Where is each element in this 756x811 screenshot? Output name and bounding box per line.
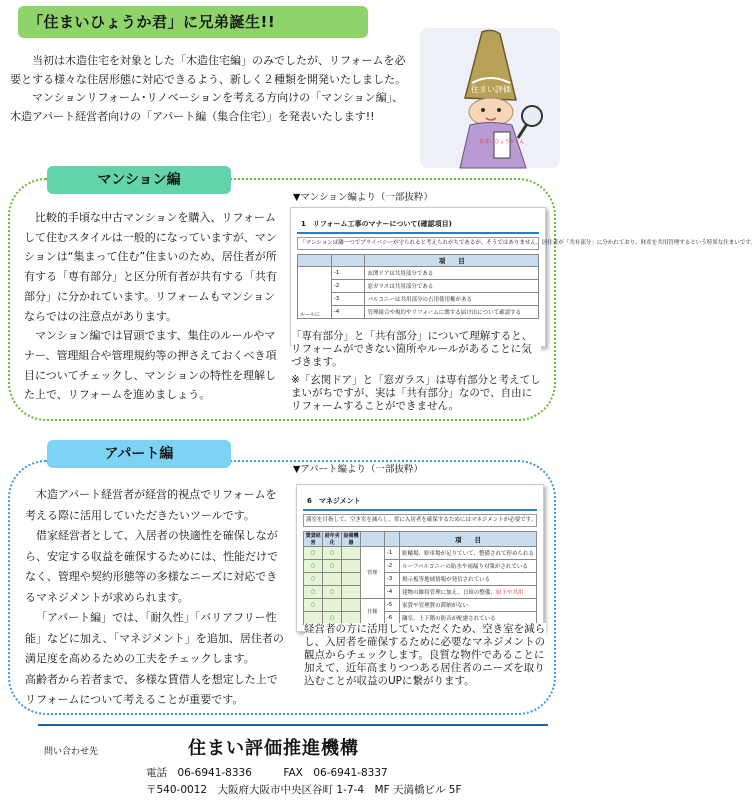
apart-paragraph: 借家経営者として、入居者の快適性を確保しながら、安定する収益を確保するためには、性能だけでなく、管理や契約形態等の多様なニーズに対応できるマネジメントが求められます。 <box>25 529 278 604</box>
apart-thumb-title: 6 マネジメント <box>303 493 537 511</box>
table-row <box>304 586 537 599</box>
row-number: -3 <box>384 573 399 586</box>
check-cell <box>342 547 361 560</box>
mansion-thumb-title: 1 リフォーム工事のマナーについて(確認項目) <box>297 216 539 234</box>
apart-document-thumbnail <box>296 484 544 632</box>
check-cell <box>342 573 361 586</box>
table-row <box>298 267 539 280</box>
check-cell: ○ <box>304 599 323 612</box>
check-cell <box>323 599 342 612</box>
table-header: 項 目 <box>400 532 537 547</box>
table-header: 経年劣化 <box>323 532 342 547</box>
row-number: -3 <box>331 293 365 306</box>
row-text: 玄関ドアは共用部分である <box>365 267 539 280</box>
footer-phone: 電話 06-6941-8336 FAX 06-6941-8337 <box>146 767 388 779</box>
check-cell: ○ <box>304 547 323 560</box>
apart-paragraph: 「アパート編」では、「耐久性」「バリアフリー性能」などに加え、「マネジメント」を追加、居住者の満足度を高めるための工夫をチェックします。 <box>25 611 284 665</box>
mascot-badge-text: 住まいひょうかくん <box>479 139 525 145</box>
check-cell: ○ <box>304 560 323 573</box>
apart-thumb-table <box>303 531 537 625</box>
row-text: 駐輪場、駐車場が足りていて、整備されて停められる <box>400 547 537 560</box>
check-cell <box>342 586 361 599</box>
check-cell: ○ <box>304 586 323 599</box>
row-text: バルコニーは共用部分の占用使用権がある <box>365 293 539 306</box>
table-header: 項 目 <box>365 255 539 267</box>
check-cell: ○ <box>323 586 342 599</box>
row-number: -2 <box>384 560 399 573</box>
row-number: -2 <box>331 280 365 293</box>
apart-thumb-note: 満室を目指して、空き室を減らし、常に入居者を確保するためにはマネジメントが必要です。 <box>303 514 537 527</box>
row-text: 隣室、上下階の防音が配慮されている <box>400 612 537 625</box>
check-cell: ○ <box>323 612 342 625</box>
group-label: 仕様 <box>360 599 384 625</box>
footer-organization: 住まい評価推進機構 <box>188 738 359 759</box>
mascot-icon <box>420 28 560 168</box>
row-text-highlight: 厨下や共用 <box>495 590 524 596</box>
intro-paragraph: 当初は木造住宅を対象とした「木造住宅編」のみでしたが、リフォームを必要とする様々な住居形態に対応できるよう、新しく２種類を開発いたしました。 <box>10 54 406 86</box>
check-cell: ○ <box>323 560 342 573</box>
mansion-thumb-note: 「マンションは隣一つでプライバシーが守られると考えられがちであるが、そうではありません。居住者が「共有部分」に分かれており、財産を共用管理するという特異な住まいです。 <box>297 237 539 250</box>
row-number: -6 <box>384 612 399 625</box>
table-row <box>298 280 539 293</box>
apart-excerpt-caption: ▼アパート編より（一部抜粋） <box>293 464 424 475</box>
table-row <box>304 547 537 560</box>
check-cell <box>323 573 342 586</box>
row-text: ルーフバルコニーの防水や雨漏り対策がされている <box>400 560 537 573</box>
group-label: 管理 <box>360 547 384 599</box>
mascot-illustration <box>420 28 560 168</box>
table-header: 設備機器 <box>343 533 359 546</box>
mansion-document-thumbnail <box>290 207 756 347</box>
table-header: 賃貸経営 <box>304 532 323 547</box>
apart-body <box>25 485 287 711</box>
intro-text <box>10 52 410 126</box>
mansion-paragraph: マンション編では冒頭でます、集住のルールやマナー、管理組合や管理規約等の押さえておくべき項目についてチェックし、マンションの特性を理解した上で、リフォームを進めましょう。 <box>24 329 277 402</box>
apart-paragraph: 高齢者から若者まで、多様な賃借人を想定した上でリフォームについて考えることが重要です。 <box>25 672 278 706</box>
table-row <box>298 293 539 306</box>
mansion-section-label: マンション編 <box>47 166 231 194</box>
footer-address: 〒540-0012 大阪府大阪市中央区谷町 1-7-4 MF 天満橋ビル 5F <box>146 784 462 796</box>
apart-caption: 経営者の方に活用していただくため、空き室を減らし、入居者を確保するために必要なマネジメントの観点からチェックします。良質な物件であることに加えて、近年高まりつつある居住者のニーズを取り込むことが収益のUPに繋がります。 <box>304 623 546 687</box>
row-number: -5 <box>384 599 399 612</box>
row-text-main: 建物の維持管理に加え、日頃の整備、 <box>402 590 496 596</box>
row-text: 掲示板等地域情報が発信されている <box>400 573 537 586</box>
table-side-label: ルールに <box>298 267 332 319</box>
apart-paragraph: 木造アパート経営者が経営的視点でリフォームを考える際に活用していただきたいツールです。 <box>25 488 277 522</box>
mansion-caption-main: 「専有部分」と「共有部分」について理解すると、リフォームができない箇所やルールがあることに気づきます。 <box>291 330 541 369</box>
table-row <box>298 306 539 319</box>
row-text: 管理組合や規約やリフォームに関する届け出について確認する <box>365 306 539 319</box>
row-text: 家賃や管理費の滞納がない <box>400 599 537 612</box>
row-text <box>400 586 537 599</box>
row-number: -1 <box>331 267 365 280</box>
apart-section-label: アパート編 <box>47 440 231 468</box>
row-number: -4 <box>331 306 365 319</box>
footer-contact-label: 問い合わせ先 <box>44 747 99 757</box>
table-row <box>304 599 537 612</box>
row-number: -1 <box>384 547 399 560</box>
table-row <box>304 573 537 586</box>
footer-divider <box>38 724 548 726</box>
page-title: 「住まいひょうか君」に兄弟誕生!! <box>18 6 368 38</box>
mansion-caption-note: ※「玄関ドア」と「窓ガラス」は専有部分と考えてしまいがちですが、実は「共有部分」なので、自由にリフォームすることができません。 <box>291 374 541 412</box>
mansion-thumb-table <box>297 254 539 319</box>
row-text: 窓ガラスは共用部分である <box>365 280 539 293</box>
table-row <box>304 560 537 573</box>
intro-paragraph: マンションリフォーム･リノベーションを考える方向けの「マンション編」、木造アパート経営者向けの「アパート編（集合住宅）」を発表いたします!! <box>10 91 404 123</box>
check-cell: ○ <box>304 573 323 586</box>
check-cell: ○ <box>323 547 342 560</box>
mansion-excerpt-caption: ▼マンション編より（一部抜粋） <box>293 192 433 203</box>
mansion-body <box>24 208 282 405</box>
check-cell <box>342 599 361 612</box>
check-cell <box>342 560 361 573</box>
mascot-hat-text: 住まい評価 <box>471 85 511 94</box>
mansion-paragraph: 比較的手頃な中古マンションを購入、リフォームして住むスタイルは一般的になっていますが、マンションは“集まって住む”住まいのため、居住者が所有する「専有部分」と区分所有者が共有する「共有部分」に分かれています。リフォームもマンションならではの注意点があります。 <box>24 211 277 323</box>
row-number: -4 <box>384 586 399 599</box>
